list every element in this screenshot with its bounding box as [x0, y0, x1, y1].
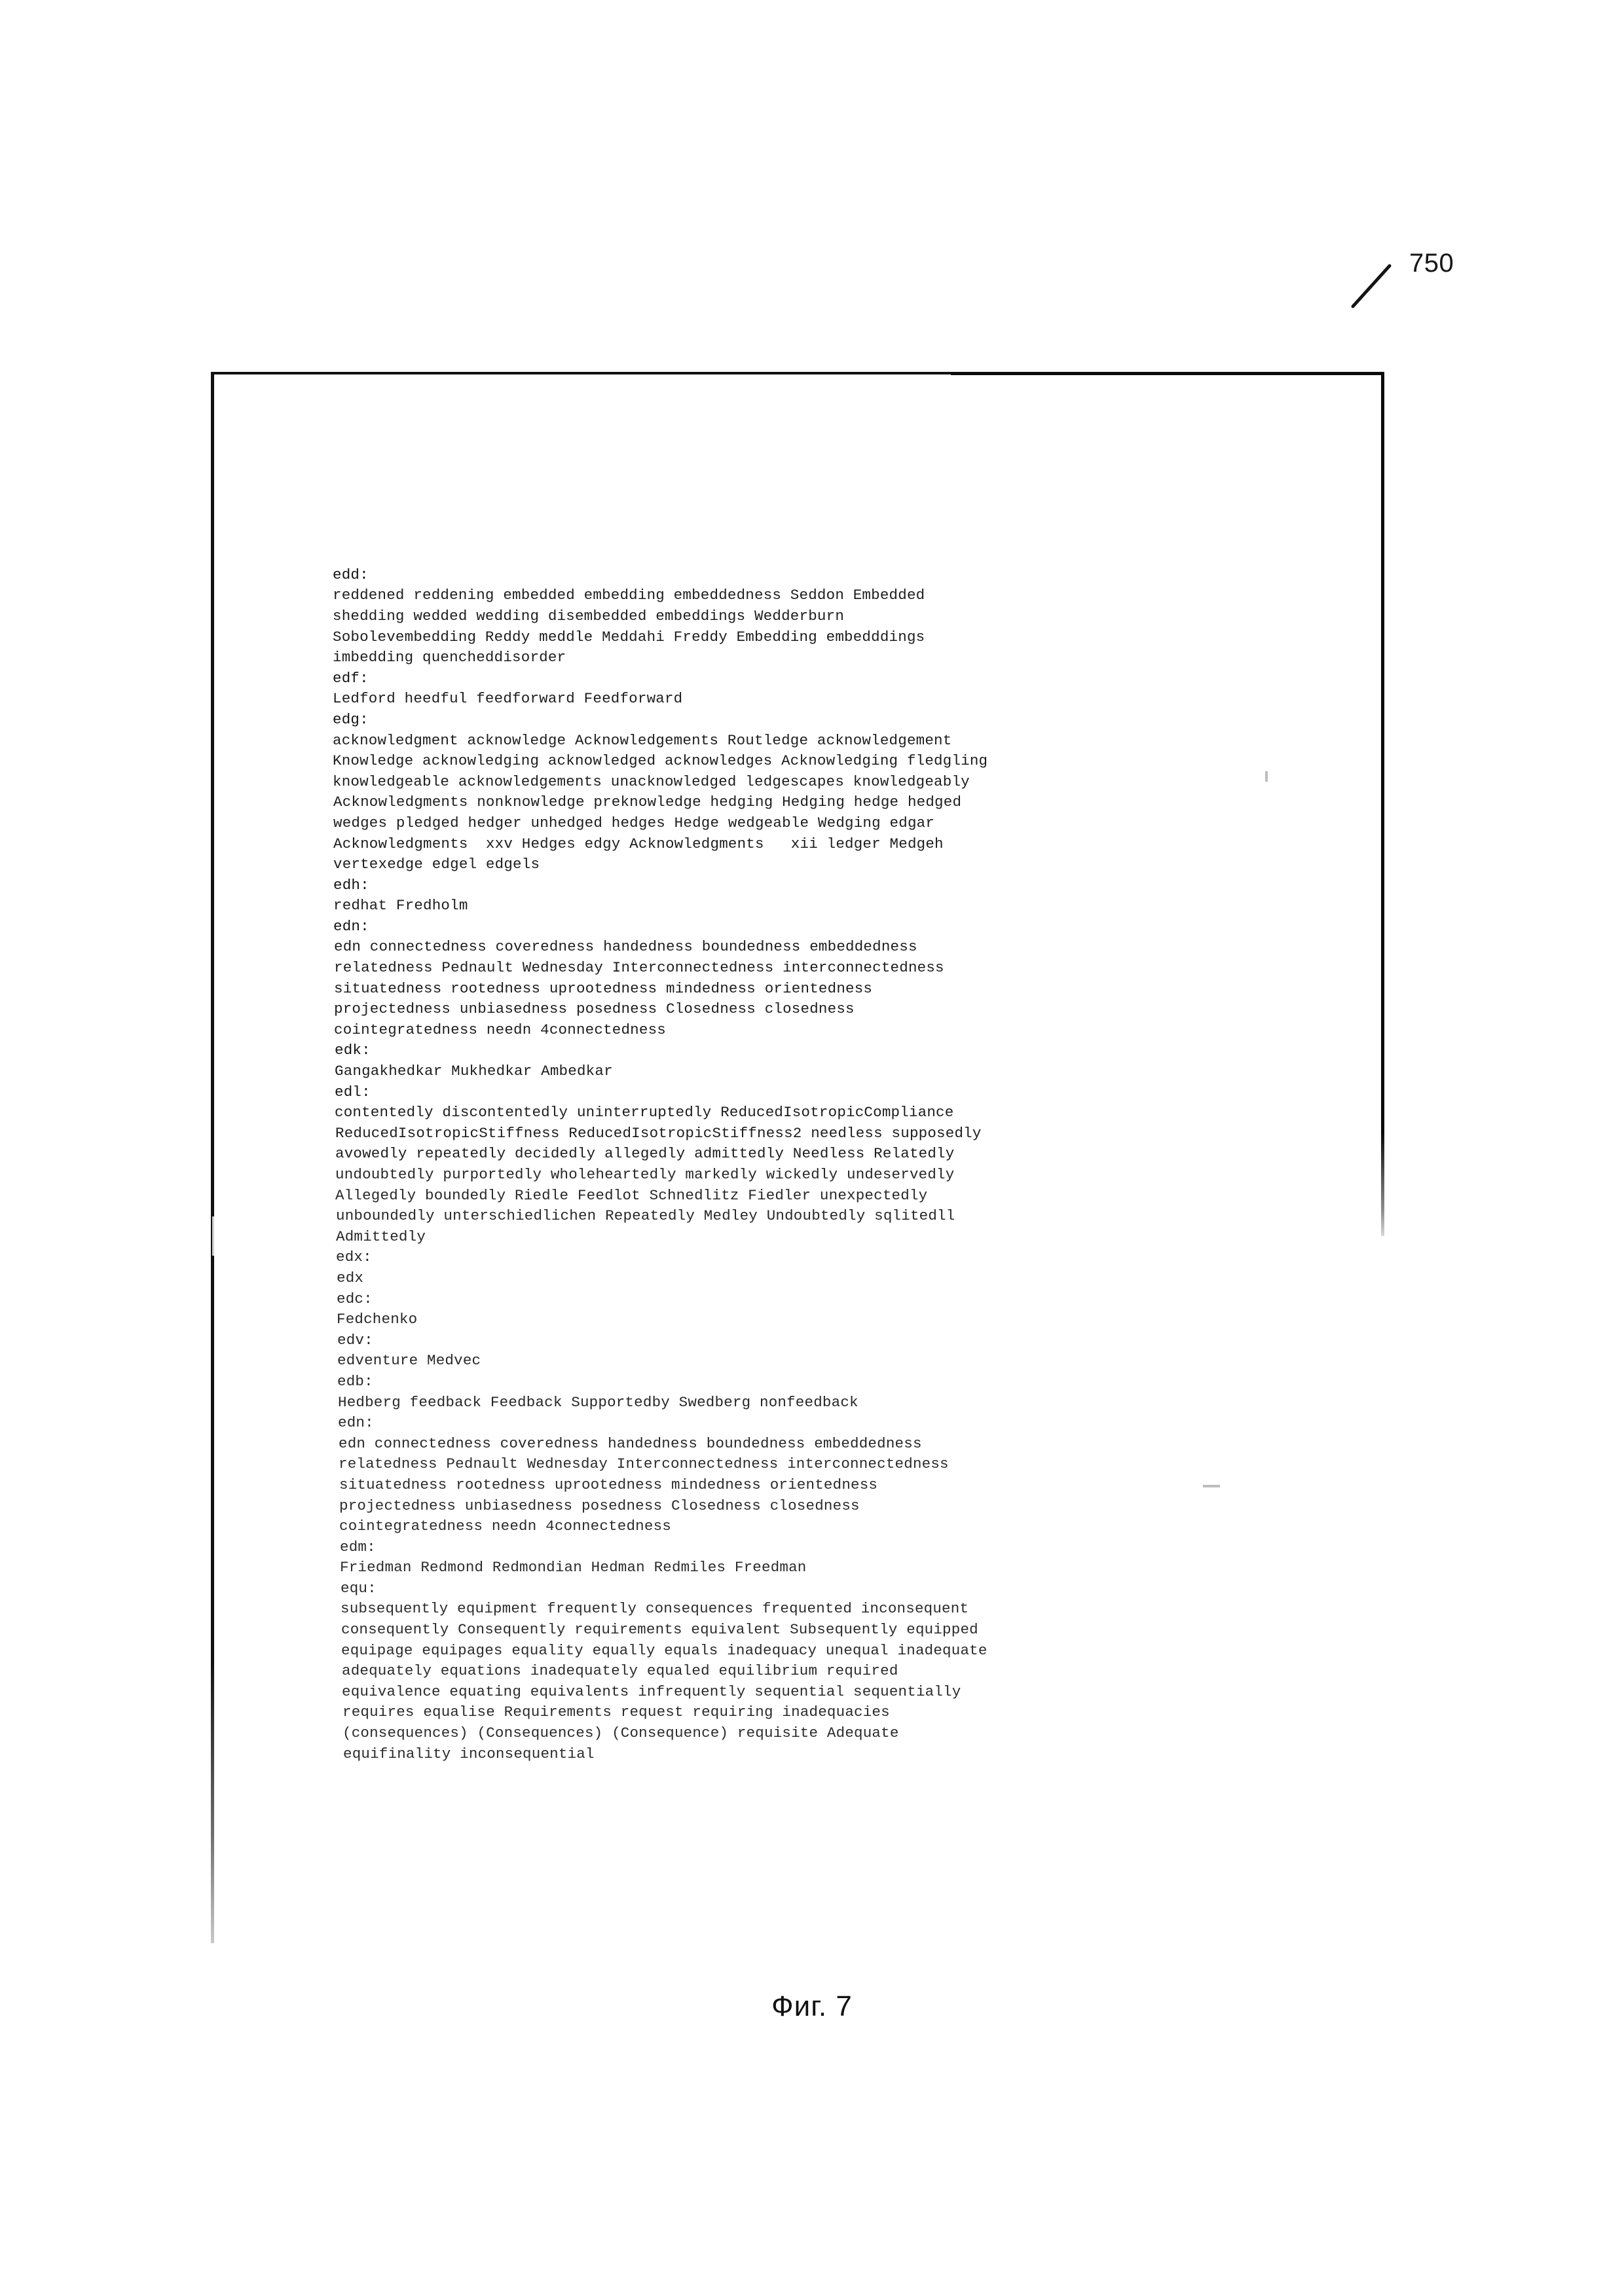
listing-line: edn connectedness coveredness handedness boundedness embeddedness — [334, 938, 917, 956]
listing-line: avowedly repeatedly decidedly allegedly admittedly Needless Relatedly — [335, 1145, 955, 1163]
listing-line: Ledford heedful feedforward Feedforward — [333, 690, 683, 708]
listing-line: edg: — [333, 710, 369, 728]
listing-line: situatedness rootedness uprootedness mindedness orientedness — [339, 1476, 878, 1493]
listing-line: edb: — [337, 1372, 373, 1390]
listing-line: Knowledge acknowledging acknowledged acknowledges Acknowledging fledgling — [333, 752, 988, 770]
listing-line: equivalence equating equivalents infrequently sequential sequentially — [342, 1683, 961, 1700]
frame-border-left-fade-tick — [212, 1216, 214, 1256]
scan-speck — [1203, 1485, 1220, 1487]
listing-line: reddened reddening embedded embedding embeddedness Seddon Embedded — [333, 587, 925, 604]
listing-line: edventure Medvec — [337, 1352, 481, 1370]
listing-line: Admittedly — [336, 1228, 426, 1245]
listing-line: Acknowledgments nonknowledge preknowledge hedging Hedging hedge hedged — [333, 793, 962, 811]
listing-line: contentedly discontentedly uninterruptedly ReducedIsotropicCompliance — [335, 1104, 954, 1121]
listing-line: Acknowledgments xxv Hedges edgy Acknowledgments xii ledger Medgeh — [333, 835, 944, 852]
listing-line: equipage equipages equality equally equals inadequacy unequal inadequate — [341, 1641, 987, 1659]
listing-line: relatedness Pednault Wednesday Interconnectedness interconnectedness — [334, 959, 944, 977]
listing-line: Gangakhedkar Mukhedkar Ambedkar — [335, 1063, 613, 1080]
frame-border-top-left-segment — [211, 372, 951, 374]
listing-line: (consequences) (Consequences) (Consequence) requisite Adequate — [342, 1724, 899, 1742]
listing-line: edc: — [337, 1290, 373, 1307]
listing-line: knowledgeable acknowledgements unacknowledged ledgescapes knowledgeably — [333, 773, 970, 790]
listing-line: edn connectedness coveredness handedness boundedness embeddedness — [339, 1434, 922, 1452]
reference-numeral: 750 — [1409, 249, 1454, 278]
word-list-listing — [333, 503, 1328, 1764]
listing-line: edn: — [333, 917, 369, 935]
listing-line: Allegedly boundedly Riedle Feedlot Schnedlitz Fiedler unexpectedly — [335, 1186, 928, 1204]
listing-line: edl: — [335, 1083, 371, 1101]
listing-line: cointegratedness needn 4connectedness — [334, 1021, 666, 1038]
listing-line: ReducedIsotropicStiffness ReducedIsotropicStiffness2 needless supposedly — [335, 1124, 982, 1142]
listing-line: Hedberg feedback Feedback Supportedby Swedberg nonfeedback — [338, 1393, 858, 1411]
listing-line: projectedness unbiasedness posedness Closedness closedness — [339, 1497, 860, 1514]
listing-line: edf: — [333, 669, 369, 687]
listing-line: shedding wedded wedding disembedded embeddings Wedderburn — [333, 607, 845, 625]
listing-frame — [211, 372, 1384, 1943]
listing-line: cointegratedness needn 4connectedness — [339, 1518, 671, 1535]
listing-line: edx: — [336, 1248, 372, 1266]
listing-line: acknowledgment acknowledge Acknowledgements Routledge acknowledgement — [333, 731, 952, 749]
frame-border-right — [1381, 372, 1384, 1236]
listing-line: projectedness unbiasedness posedness Closedness closedness — [334, 1000, 855, 1018]
listing-line: Fedchenko — [337, 1311, 418, 1328]
listing-line: consequently Consequently requirements equivalent Subsequently equipped — [341, 1621, 978, 1639]
listing-line: edk: — [335, 1042, 371, 1059]
listing-line: edm: — [340, 1538, 376, 1556]
listing-line: redhat Fredholm — [333, 897, 468, 915]
listing-line: undoubtedly purportedly wholeheartedly markedly wickedly undeservedly — [335, 1166, 955, 1183]
listing-line: unboundedly unterschiedlichen Repeatedly Medley Undoubtedly sqlitedll — [336, 1207, 955, 1225]
listing-line: requires equalise Requirements request requiring inadequacies — [342, 1704, 890, 1721]
listing-line: equifinality inconsequential — [343, 1745, 595, 1762]
scan-speck — [1265, 771, 1268, 782]
listing-line: situatedness rootedness uprootedness mindedness orientedness — [334, 979, 873, 997]
listing-line: edh: — [333, 876, 369, 894]
listing-line: subsequently equipment frequently consequences frequented inconsequent — [341, 1600, 969, 1618]
listing-line: adequately equations inadequately equaled equilibrium required — [342, 1662, 898, 1680]
diagonal-leader-line-icon — [1349, 261, 1408, 316]
listing-line: edv: — [337, 1331, 373, 1349]
frame-border-top-right-segment — [951, 372, 1384, 375]
listing-line: edx — [337, 1269, 364, 1286]
listing-line: edn: — [338, 1414, 374, 1432]
listing-line: equ: — [341, 1579, 377, 1597]
listing-line: Friedman Redmond Redmondian Hedman Redmiles Freedman — [340, 1559, 807, 1576]
listing-line: imbedding quencheddisorder — [333, 649, 566, 666]
listing-line: relatedness Pednault Wednesday Interconnectedness interconnectedness — [339, 1455, 949, 1473]
listing-line: vertexedge edgel edgels — [333, 856, 540, 873]
figure-caption: Фиг. 7 — [771, 1990, 853, 2022]
frame-border-left — [211, 372, 214, 1943]
listing-line: edd: — [333, 566, 369, 583]
reference-callout-750 — [1349, 249, 1519, 321]
listing-line: wedges pledged hedger unhedged hedges Hedge wedgeable Wedging edgar — [333, 814, 935, 831]
listing-line: Sobolevembedding Reddy meddle Meddahi Freddy Embedding embedddings — [333, 628, 925, 646]
